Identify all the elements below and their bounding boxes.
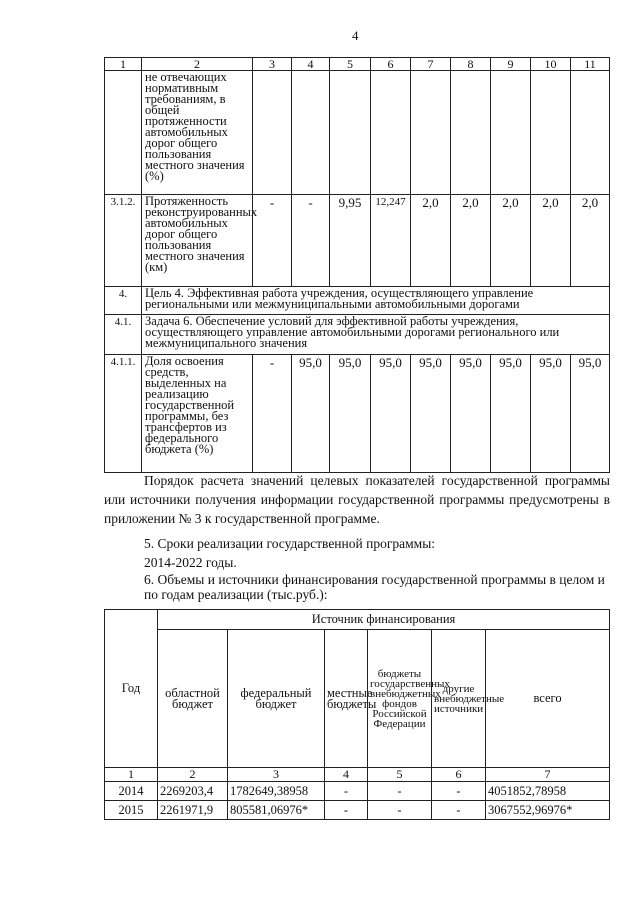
- header-cell: 11: [571, 58, 610, 71]
- header-cell: 6: [371, 58, 411, 71]
- value-cell: 2269203,4: [158, 782, 228, 801]
- row-number: 4.: [105, 287, 142, 315]
- source-group-header: Источник финансирования: [158, 610, 610, 630]
- header-cell: 8: [451, 58, 491, 71]
- year-cell: 2014: [105, 782, 158, 801]
- value-cell: 12,247: [371, 195, 411, 287]
- value-cell: 3067552,96976*: [486, 801, 610, 820]
- value-cell: -: [368, 801, 432, 820]
- goal-text: Цель 4. Эффективная работа учреждения, осуществляющего управление региональными или межмуниципальными автомобильными дорогами: [142, 287, 610, 315]
- column-header: областной бюджет: [158, 630, 228, 768]
- value-cell: 2,0: [411, 195, 451, 287]
- table-row: [105, 355, 610, 473]
- column-number: 3: [228, 768, 325, 782]
- value-cell: 2,0: [531, 195, 571, 287]
- paragraph-calculation-order: Порядок расчета значений целевых показателей государственной программы или источники получения информации государственной программы предусмотрены в приложении № 3 к государственной программе.: [104, 473, 610, 526]
- column-number: 6: [432, 768, 486, 782]
- header-cell: 2: [142, 58, 253, 71]
- value-cell: -: [325, 782, 368, 801]
- value-cell: -: [292, 195, 330, 287]
- value-cell: 95,0: [451, 355, 491, 473]
- table-row: [105, 195, 610, 287]
- value-cell: -: [432, 782, 486, 801]
- value-cell: 95,0: [571, 355, 610, 473]
- header-cell: 9: [491, 58, 531, 71]
- table-row: [105, 71, 610, 195]
- value-cell: -: [432, 801, 486, 820]
- value-cell: 4051852,78958: [486, 782, 610, 801]
- row-number: 4.1.: [105, 315, 142, 355]
- indicators-table: [104, 57, 610, 473]
- table-row: [105, 315, 610, 355]
- row-number: 3.1.2.: [105, 195, 142, 287]
- table-row: [105, 782, 610, 801]
- column-number: 1: [105, 768, 158, 782]
- value-cell: 95,0: [330, 355, 371, 473]
- column-header: всего: [486, 630, 610, 768]
- column-number: 7: [486, 768, 610, 782]
- header-cell: 10: [531, 58, 571, 71]
- column-number: 5: [368, 768, 432, 782]
- table-row: [105, 801, 610, 820]
- header-cell: 4: [292, 58, 330, 71]
- value-cell: -: [253, 195, 292, 287]
- value-cell: 2,0: [571, 195, 610, 287]
- value-cell: 95,0: [491, 355, 531, 473]
- value-cell: 2,0: [491, 195, 531, 287]
- column-number: 4: [325, 768, 368, 782]
- paragraph-financing-heading: 6. Объемы и источники финансирования государственной программы в целом и по годам реализации (тыс.руб.):: [144, 572, 605, 602]
- indicator-name: Протяженность реконструированных автомобильных дорог общего пользования местного значения (км): [142, 195, 253, 287]
- value-cell: 1782649,38958: [228, 782, 325, 801]
- row-number: 4.1.1.: [105, 355, 142, 473]
- value-cell: 805581,06976*: [228, 801, 325, 820]
- column-header: другие внебюджетные источники: [432, 630, 486, 768]
- value-cell: -: [368, 782, 432, 801]
- header-cell: 1: [105, 58, 142, 71]
- financing-table: [104, 609, 610, 820]
- header-cell: 7: [411, 58, 451, 71]
- value-cell: -: [325, 801, 368, 820]
- column-header: местные бюджеты: [325, 630, 368, 768]
- header-cell: 3: [253, 58, 292, 71]
- value-cell: 95,0: [531, 355, 571, 473]
- table-header-row: [105, 58, 610, 71]
- page-number: 4: [352, 28, 359, 43]
- value-cell: -: [253, 355, 292, 473]
- indicator-name: Доля освоения средств, выделенных на реализацию государственной программы, без трансфертов из федерального бюджета (%): [142, 355, 253, 473]
- value-cell: 9,95: [330, 195, 371, 287]
- indicator-name: не отвечающих нормативным требованиям, в общей протяженности автомобильных дорог общего пользования местного значения (%): [142, 71, 253, 195]
- value-cell: 95,0: [411, 355, 451, 473]
- column-number: 2: [158, 768, 228, 782]
- value-cell: 2,0: [451, 195, 491, 287]
- year-cell: 2015: [105, 801, 158, 820]
- year-header: Год: [105, 610, 158, 768]
- column-header: федеральный бюджет: [228, 630, 325, 768]
- paragraph-terms-years: 2014-2022 годы.: [144, 555, 237, 570]
- value-cell: 2261971,9: [158, 801, 228, 820]
- header-cell: 5: [330, 58, 371, 71]
- column-header: бюджеты государственных внебюджетных фондов Российской Федерации: [368, 630, 432, 768]
- paragraph-terms-heading: 5. Сроки реализации государственной программы:: [144, 536, 436, 551]
- task-text: Задача 6. Обеспечение условий для эффективной работы учреждения, осуществляющего управление автомобильными дорогами регионального или межмуниципального значения: [142, 315, 610, 355]
- value-cell: 95,0: [371, 355, 411, 473]
- table-row: [105, 287, 610, 315]
- value-cell: 95,0: [292, 355, 330, 473]
